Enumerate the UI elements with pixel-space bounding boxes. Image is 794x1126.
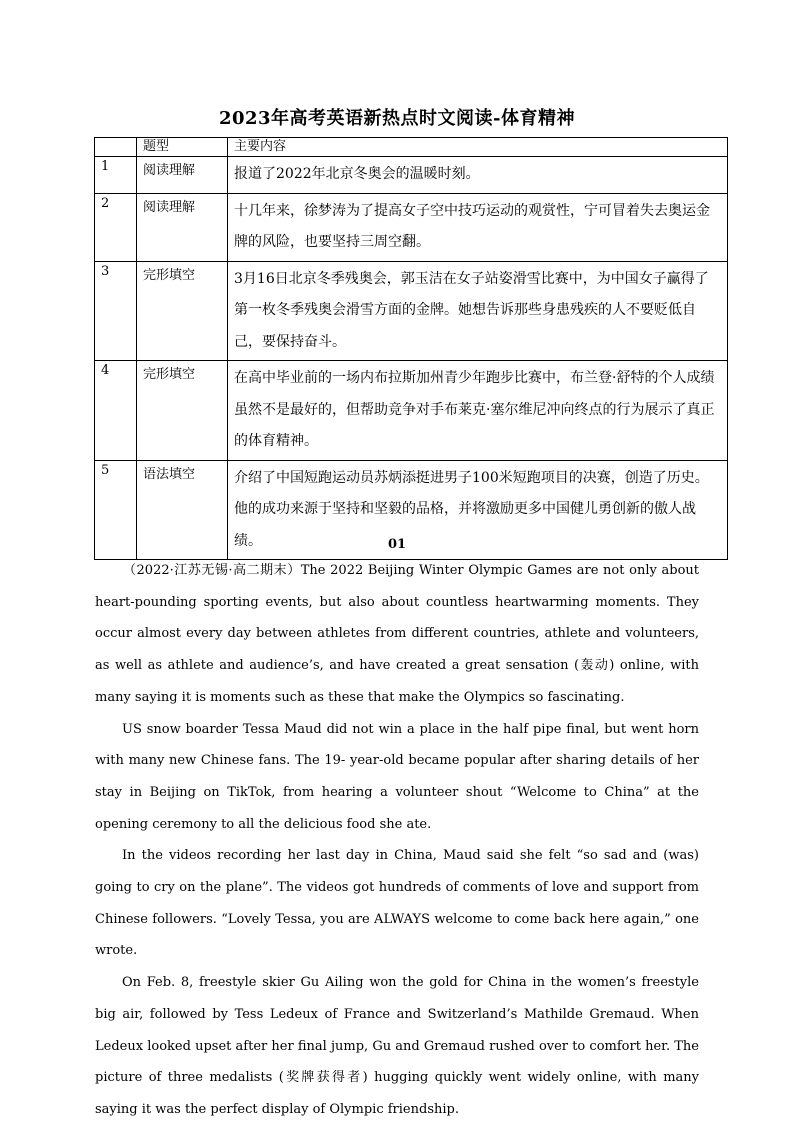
section-number: 01	[387, 537, 407, 552]
header-type: 题型	[137, 138, 228, 157]
table-row	[95, 157, 728, 194]
header-content: 主要内容	[228, 138, 728, 157]
paragraph: On Feb. 8, freestyle skier Gu Ailing won the gold for China in the women’s freestyle big air, followed by Tess Ledeux of France and Switzerland’s Mathilde Gremaud. When Ledeux looked upset after her final jump, Gu and Gremaud rushed over to comfort her. The picture of three medalists (奖牌获得者) hugging quickly went widely online, with many saying it was the perfect display of Olympic friendship.	[95, 975, 699, 1117]
paragraph: US snow boarder Tessa Maud did not win a place in the half pipe final, but went horn with many new Chinese fans. The 19- year-old became popular after sharing details of her stay in Beijing on TikTok, from hearing a volunteer shout “Welcome to China” at the opening ceremony to all the delicious food she ate.	[95, 721, 699, 832]
passage	[95, 555, 699, 1126]
row-content: 十几年来，徐梦涛为了提高女子空中技巧运动的观赏性，宁可冒着失去奥运金牌的风险，也要坚持三周空翻。	[228, 193, 728, 261]
row-type: 完形填空	[137, 361, 228, 461]
row-number: 2	[95, 193, 137, 261]
page-title: 2023年高考英语新热点时文阅读-体育精神	[218, 108, 576, 129]
row-number: 1	[95, 157, 137, 194]
row-number: 5	[95, 460, 137, 560]
table-row	[95, 361, 728, 461]
table-header-row	[95, 138, 728, 157]
header-number	[95, 138, 137, 157]
paragraph: （2022·江苏无锡·高二期末）The 2022 Beijing Winter Olympic Games are not only about heart-pounding sporting events, but also about countless heartwarming moments. They occur almost every day between athletes from different countries, athlete and volunteers, as well as athlete and audience’s, and have created a great sensation (轰动) online, with many saying it is moments such as these that make the Olympics so fascinating.	[95, 563, 699, 705]
row-content: 在高中毕业前的一场内布拉斯加州青少年跑步比赛中，布兰登·舒特的个人成绩虽然不是最好的，但帮助竞争对手布莱克·塞尔维尼冲向终点的行为展示了真正的体育精神。	[228, 361, 728, 461]
paragraph: In the videos recording her last day in China, Maud said she felt “so sad and (was) going to cry on the plane”. The videos got hundreds of comments of love and support from Chinese followers. “Lovely Tessa, you are ALWAYS welcome to come back here again,” one wrote.	[95, 848, 699, 959]
row-content: 报道了2022年北京冬奥会的温暖时刻。	[228, 157, 728, 194]
summary-table	[94, 137, 728, 560]
table-row	[95, 193, 728, 261]
row-number: 4	[95, 361, 137, 461]
row-type: 阅读理解	[137, 157, 228, 194]
row-number: 3	[95, 261, 137, 361]
row-content: 3月16日北京冬季残奥会，郭玉洁在女子站姿滑雪比赛中，为中国女子赢得了第一枚冬季残奥会滑雪方面的金牌。她想告诉那些身患残疾的人不要贬低自己，要保持奋斗。	[228, 261, 728, 361]
row-content: 介绍了中国短跑运动员苏炳添挺进男子100米短跑项目的决赛，创造了历史。他的成功来源于坚持和坚毅的品格，并将激励更多中国健儿勇创新的傲人战绩。	[228, 460, 728, 560]
row-type: 语法填空	[137, 460, 228, 560]
row-type: 完形填空	[137, 261, 228, 361]
row-type: 阅读理解	[137, 193, 228, 261]
table-row	[95, 261, 728, 361]
